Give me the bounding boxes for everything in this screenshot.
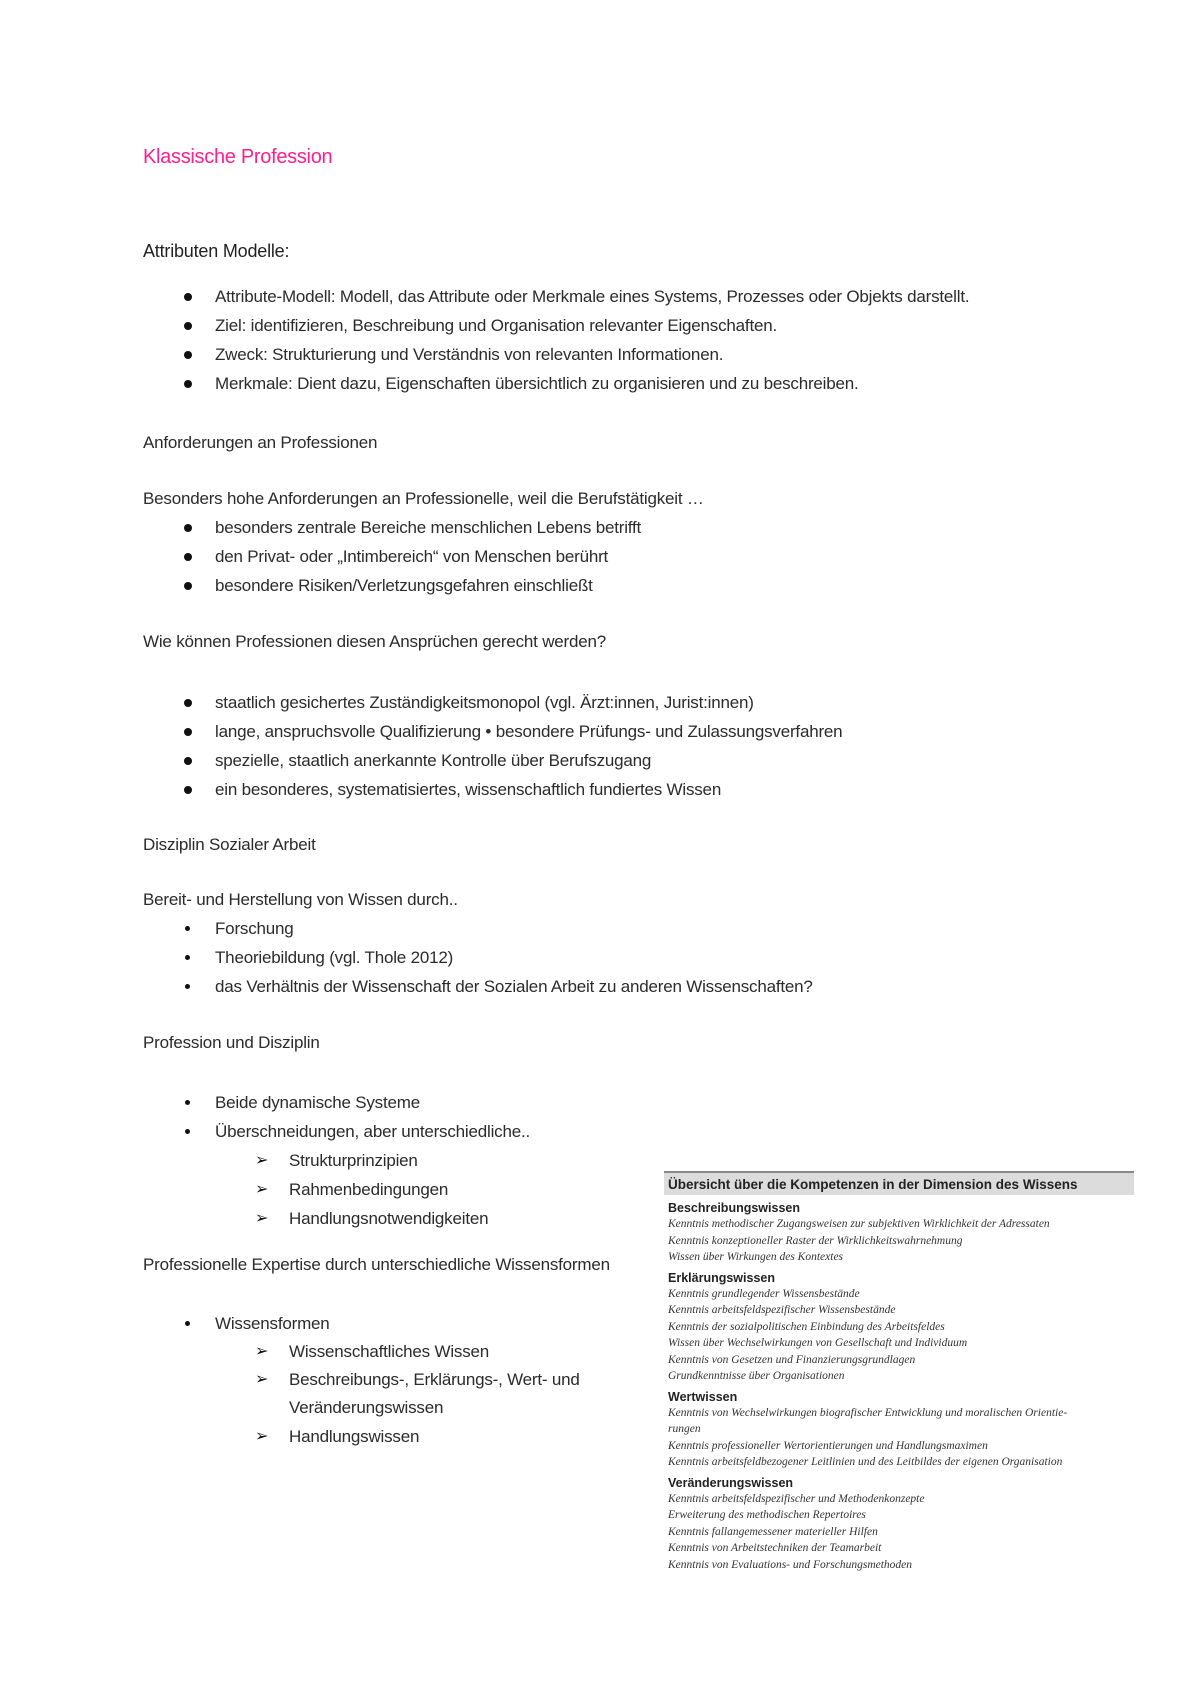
bullet-icon [185, 1321, 190, 1326]
profession-sub-list [255, 1146, 488, 1233]
list-item: Attribute-Modell: Modell, das Attribute oder Merkmale eines Systems, Prozesses oder Objekts darstellt. [143, 282, 969, 311]
bullet-icon [184, 553, 192, 561]
anforderungen-heading: Anforderungen an Professionen [143, 433, 378, 452]
list-item: ➢ Handlungsnotwendigkeiten [255, 1204, 488, 1233]
arrow-bullet-icon: ➢ [255, 1428, 269, 1445]
bullet-icon [185, 926, 190, 931]
bullet-icon [184, 351, 192, 359]
list-item: besondere Risiken/Verletzungsgefahren einschließt [143, 571, 641, 600]
bullet-icon [184, 786, 192, 794]
figure-item: Erweiterung des methodischen Repertoires [668, 1509, 866, 1521]
attribute-list [143, 282, 969, 398]
disziplin-heading: Disziplin Sozialer Arbeit [143, 835, 316, 854]
arrow-bullet-icon: ➢ [255, 1371, 269, 1388]
list-item: Theoriebildung (vgl. Thole 2012) [143, 943, 813, 972]
expertise-heading: Professionelle Expertise durch unterschiedliche Wissensformen [143, 1255, 610, 1274]
list-item: ➢ Rahmenbedingungen [255, 1175, 488, 1204]
profession-heading: Profession und Disziplin [143, 1033, 320, 1052]
figure-item: Kenntnis arbeitsfeldspezifischer und Methodenkonzepte [668, 1492, 925, 1505]
expertise-sub-list [255, 1337, 589, 1451]
arrow-bullet-icon: ➢ [255, 1210, 269, 1227]
arrow-bullet-icon: ➢ [255, 1152, 269, 1169]
anforderungen-list [143, 513, 641, 600]
figure-item: Kenntnis von Wechselwirkungen biografischer Entwicklung und moralischen Orientie- [668, 1406, 1068, 1419]
section-title: Beschreibungswissen [668, 1201, 800, 1215]
list-item: lange, anspruchsvolle Qualifizierung • besondere Prüfungs- und Zulassungsverfahren [143, 717, 842, 746]
figure-item: rungen [668, 1423, 701, 1435]
list-item: spezielle, staatlich anerkannte Kontrolle über Berufszugang [143, 746, 842, 775]
bullet-icon [184, 582, 192, 590]
figure-item: Kenntnis fallangemessener materieller Hilfen [668, 1525, 878, 1538]
section-title: Veränderungswissen [668, 1475, 794, 1490]
bullet-icon [185, 955, 190, 960]
expertise-list [143, 1309, 330, 1338]
bullet-icon [185, 1129, 190, 1134]
bullet-icon [185, 984, 190, 989]
figure-item: Wissen über Wirkungen des Kontextes [668, 1251, 844, 1263]
figure-item: Kenntnis von Arbeitstechniken der Teamarbeit [668, 1542, 882, 1554]
list-item: ➢ Wissenschaftliches Wissen [255, 1337, 589, 1366]
list-item: das Verhältnis der Wissenschaft der Sozialen Arbeit zu anderen Wissenschaften? [143, 972, 813, 1001]
bullet-icon [184, 524, 192, 532]
list-item: Wissensformen [143, 1309, 330, 1338]
disziplin-list [143, 914, 813, 1001]
list-item: ➢ Beschreibungs-, Erklärungs-, Wert- und Veränderungswissen [255, 1366, 589, 1422]
figure-item: Wissen über Wechselwirkungen von Gesellschaft und Individuum [668, 1337, 968, 1349]
bullet-icon [184, 380, 192, 388]
figure-item: Kenntnis arbeitsfeldbezogener Leitlinien und des Leitbildes der eigenen Organisation [668, 1456, 1063, 1468]
list-item: Beide dynamische Systeme [143, 1088, 530, 1117]
question-list [143, 688, 842, 804]
list-item: Zweck: Strukturierung und Verständnis von relevanten Informationen. [143, 340, 969, 369]
list-item: Forschung [143, 914, 813, 943]
figure-item: Kenntnis von Gesetzen und Finanzierungsgrundlagen [668, 1353, 916, 1366]
list-item: besonders zentrale Bereiche menschlichen Lebens betrifft [143, 513, 641, 542]
list-item: Merkmale: Dient dazu, Eigenschaften übersichtlich zu organisieren und zu beschreiben. [143, 369, 969, 398]
attribute-heading: Attributen Modelle: [143, 241, 290, 261]
figure-item: Kenntnis der sozialpolitischen Einbindung des Arbeitsfeldes [668, 1320, 945, 1333]
bullet-icon [184, 322, 192, 330]
list-item: ➢ Handlungswissen [255, 1422, 589, 1451]
list-item: den Privat- oder „Intimbereich“ von Menschen berührt [143, 542, 641, 571]
bullet-icon [184, 757, 192, 765]
question-text: Wie können Professionen diesen Ansprüchen gerecht werden? [143, 632, 607, 651]
list-item: Überschneidungen, aber unterschiedliche.. [143, 1117, 530, 1146]
bullet-icon [185, 1100, 190, 1105]
figure-item: Kenntnis von Evaluations- und Forschungsmethoden [668, 1558, 913, 1571]
anforderungen-intro: Besonders hohe Anforderungen an Professionelle, weil die Berufstätigkeit … [143, 489, 704, 508]
list-item: ein besonderes, systematisiertes, wissenschaftlich fundiertes Wissen [143, 775, 842, 804]
arrow-bullet-icon: ➢ [255, 1181, 269, 1198]
figure-item: Kenntnis professioneller Wertorientierungen und Handlungsmaximen [668, 1439, 988, 1452]
figure-item: Kenntnis konzeptioneller Raster der Wirklichkeitswahrnehmung [668, 1234, 963, 1247]
list-item: staatlich gesichertes Zuständigkeitsmonopol (vgl. Ärzt:innen, Jurist:innen) [143, 688, 842, 717]
list-item: ➢ Strukturprinzipien [255, 1146, 488, 1175]
figure-item: Kenntnis arbeitsfeldspezifischer Wissensbestände [668, 1304, 896, 1316]
bullet-icon [184, 293, 192, 301]
section-title: Wertwissen [668, 1389, 738, 1404]
bullet-icon [184, 728, 192, 736]
figure-item: Grundkenntnisse über Organisationen [668, 1370, 845, 1382]
profession-list [143, 1088, 530, 1146]
arrow-bullet-icon: ➢ [255, 1343, 269, 1360]
section-title: Erklärungswissen [668, 1270, 775, 1285]
list-item: Ziel: identifizieren, Beschreibung und Organisation relevanter Eigenschaften. [143, 311, 969, 340]
bullet-icon [184, 699, 192, 707]
page-title: Klassische Profession [143, 146, 333, 168]
figure-title: Übersicht über die Kompetenzen in der Dimension des Wissens [664, 1171, 1134, 1195]
figure-item: Kenntnis grundlegender Wissensbestände [668, 1287, 860, 1300]
competence-overview-figure [664, 1171, 1134, 1599]
figure-item: Kenntnis methodischer Zugangsweisen zur subjektiven Wirklichkeit der Adressaten [668, 1218, 1050, 1230]
disziplin-intro: Bereit- und Herstellung von Wissen durch.. [143, 890, 458, 909]
